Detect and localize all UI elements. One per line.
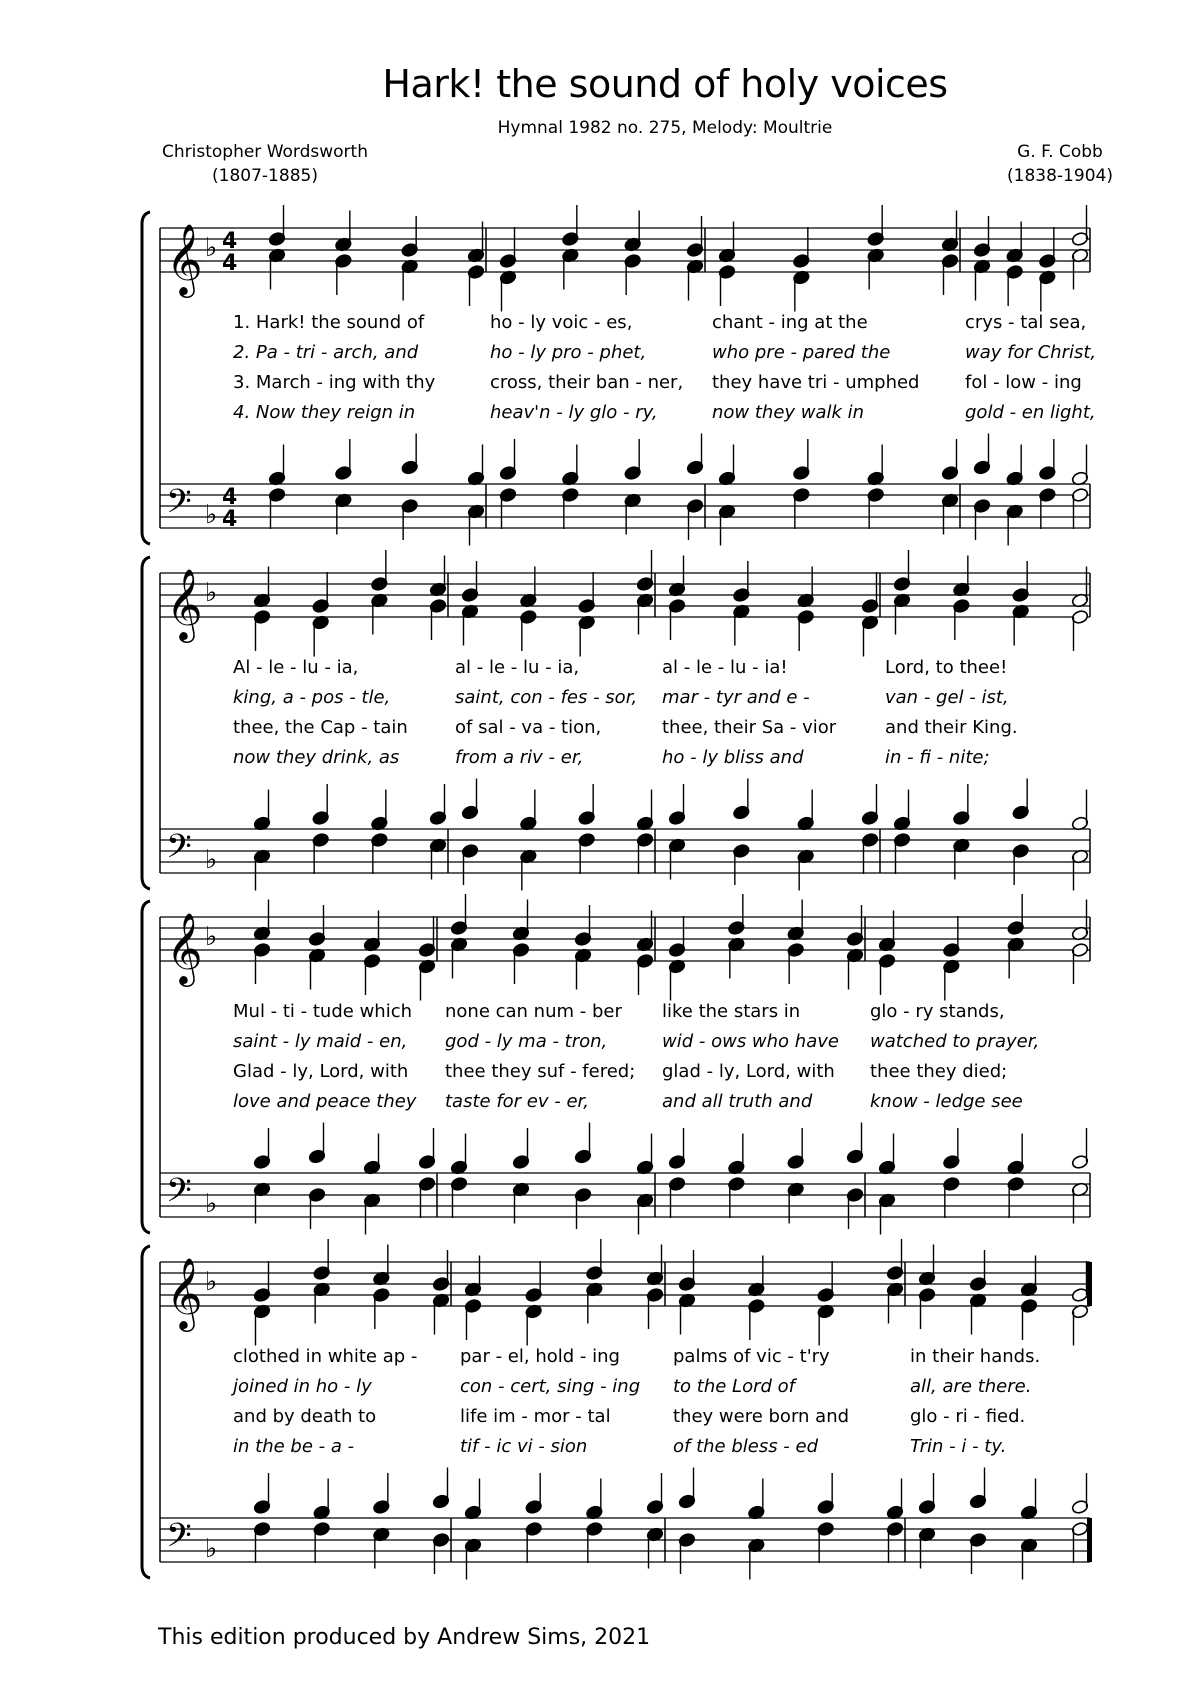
- system-2-verse-3-lyric: of sal - va - tion,: [455, 717, 602, 738]
- system-3-bass-clef: 𝄢: [166, 1172, 192, 1218]
- system-2-verse-3-lyric: and their King.: [885, 717, 1018, 738]
- system-2-verse-4-lyric: now they drink, as: [233, 747, 400, 768]
- composer-name: G. F. Cobb: [1017, 142, 1103, 162]
- system-2-verse-4-lyric: in - fi - nite;: [885, 747, 990, 768]
- system-2-bass-flat: ♭: [205, 845, 218, 875]
- system-1-verse-2-lyric: who pre - pared the: [712, 342, 891, 363]
- system-1-verse-1-lyric: 1. Hark! the sound of: [233, 312, 425, 333]
- system-4-verse-3-lyric: and by death to: [233, 1406, 377, 1427]
- system-2-verse-2-lyric: mar - tyr and e -: [662, 687, 810, 708]
- system-1-bass-clef: 𝄢: [166, 483, 192, 529]
- system-1-verse-4-lyric: now they walk in: [712, 402, 865, 423]
- system-3-brace: [142, 901, 150, 1233]
- system-1-verse-4-lyric: gold - en light,: [965, 402, 1096, 423]
- system-3-verse-1-lyric: glo - ry stands,: [870, 1001, 1005, 1022]
- system-2-verse-1-lyric: al - le - lu - ia,: [455, 657, 580, 678]
- system-4-verse-3-lyric: life im - mor - tal: [460, 1406, 611, 1427]
- system-4-bass-clef: 𝄢: [166, 1517, 192, 1563]
- system-2-verse-3-lyric: thee, their Sa - vior: [662, 717, 837, 738]
- final-barline: [1087, 1518, 1092, 1562]
- system-1-verse-2-lyric: ho - ly pro - phet,: [490, 342, 647, 363]
- hymn-subtitle: Hymnal 1982 no. 275, Melody: Moultrie: [497, 118, 833, 138]
- system-1-verse-3-lyric: cross, their ban - ner,: [490, 372, 684, 393]
- system-3-verse-1-lyric: none can num - ber: [445, 1001, 622, 1022]
- system-1-brace: [142, 212, 150, 544]
- final-barline: [1087, 1262, 1092, 1306]
- system-2-verse-2-lyric: king, a - pos - tle,: [233, 687, 391, 708]
- system-4-verse-4-lyric: of the bless - ed: [673, 1436, 819, 1457]
- author-name: Christopher Wordsworth: [162, 142, 368, 162]
- system-1-verse-3-lyric: fol - low - ing: [965, 372, 1082, 393]
- author-dates: (1807-1885): [212, 166, 318, 186]
- system-3-verse-3-lyric: thee they suf - fered;: [445, 1061, 636, 1082]
- composer-dates: (1838-1904): [1007, 166, 1113, 186]
- system-3-verse-4-lyric: know - ledge see: [870, 1091, 1023, 1112]
- system-3-verse-2-lyric: saint - ly maid - en,: [233, 1031, 408, 1052]
- system-4-treble-clef: 𝄞: [166, 1256, 203, 1329]
- system-4-verse-4-lyric: Trin - i - ty.: [910, 1436, 1007, 1457]
- system-4-brace: [142, 1246, 150, 1578]
- system-4-verse-2-lyric: to the Lord of: [673, 1376, 795, 1397]
- system-4-verse-4-lyric: tif - ic vi - sion: [460, 1436, 588, 1457]
- system-3-verse-4-lyric: love and peace they: [233, 1091, 417, 1112]
- system-3-bass-flat: ♭: [205, 1189, 218, 1219]
- system-1-verse-4-lyric: heav'n - ly glo - ry,: [490, 402, 658, 423]
- system-3-verse-2-lyric: watched to prayer,: [870, 1031, 1040, 1052]
- system-4-treble-flat: ♭: [205, 1267, 218, 1297]
- system-2-verse-4-lyric: from a riv - er,: [455, 747, 584, 768]
- system-3-verse-2-lyric: god - ly ma - tron,: [445, 1031, 608, 1052]
- system-3-treble-clef: 𝄞: [166, 911, 203, 984]
- system-1-verse-1-lyric: ho - ly voic - es,: [490, 312, 633, 333]
- system-1-verse-4-lyric: 4. Now they reign in: [233, 402, 416, 423]
- time-signature-bass: 4: [222, 485, 238, 510]
- system-3-verse-3-lyric: glad - ly, Lord, with: [662, 1061, 835, 1082]
- system-3-verse-3-lyric: Glad - ly, Lord, with: [233, 1061, 409, 1082]
- system-1-verse-2-lyric: way for Christ,: [965, 342, 1097, 363]
- system-4-verse-2-lyric: joined in ho - ly: [233, 1376, 372, 1397]
- system-2-verse-1-lyric: Lord, to thee!: [885, 657, 1008, 678]
- system-4-verse-4-lyric: in the be - a -: [233, 1436, 355, 1457]
- system-3-verse-4-lyric: taste for ev - er,: [445, 1091, 589, 1112]
- time-signature-bass: 4: [222, 507, 238, 532]
- system-1-treble-clef: 𝄞: [166, 222, 203, 295]
- system-2-verse-1-lyric: al - le - lu - ia!: [662, 657, 788, 678]
- system-4-bass-flat: ♭: [205, 1534, 218, 1564]
- system-4-verse-2-lyric: all, are there.: [910, 1376, 1032, 1397]
- system-1-verse-2-lyric: 2. Pa - tri - arch, and: [233, 342, 419, 363]
- system-2-verse-3-lyric: thee, the Cap - tain: [233, 717, 408, 738]
- system-2-verse-2-lyric: saint, con - fes - sor,: [455, 687, 638, 708]
- system-1-verse-1-lyric: chant - ing at the: [712, 312, 868, 333]
- system-2-treble-clef: 𝄞: [166, 567, 203, 640]
- system-3-treble-flat: ♭: [205, 922, 218, 952]
- system-2-verse-4-lyric: ho - ly bliss and: [662, 747, 804, 768]
- system-1-verse-3-lyric: 3. March - ing with thy: [233, 372, 436, 393]
- system-1-verse-1-lyric: crys - tal sea,: [965, 312, 1087, 333]
- system-4-verse-1-lyric: clothed in white ap -: [233, 1346, 418, 1367]
- system-4-verse-2-lyric: con - cert, sing - ing: [460, 1376, 641, 1397]
- system-4-verse-3-lyric: they were born and: [673, 1406, 850, 1427]
- system-2-brace: [142, 557, 150, 889]
- system-1-verse-3-lyric: they have tri - umphed: [712, 372, 920, 393]
- system-1-bass-flat: ♭: [205, 500, 218, 530]
- system-3-verse-4-lyric: and all truth and: [662, 1091, 813, 1112]
- time-signature-treble: 4: [222, 229, 238, 254]
- system-3-verse-2-lyric: wid - ows who have: [662, 1031, 839, 1052]
- system-4-verse-1-lyric: palms of vic - t'ry: [673, 1346, 830, 1367]
- edition-footer: This edition produced by Andrew Sims, 2021: [158, 1625, 651, 1650]
- system-2-verse-1-lyric: Al - le - lu - ia,: [233, 657, 359, 678]
- system-2-bass-clef: 𝄢: [166, 828, 192, 874]
- system-3-verse-3-lyric: thee they died;: [870, 1061, 1008, 1082]
- time-signature-treble: 4: [222, 251, 238, 276]
- system-2-verse-2-lyric: van - gel - ist,: [885, 687, 1009, 708]
- system-4-verse-1-lyric: in their hands.: [910, 1346, 1041, 1367]
- system-2-treble-flat: ♭: [205, 578, 218, 608]
- system-3-verse-1-lyric: like the stars in: [662, 1001, 801, 1022]
- system-1-treble-flat: ♭: [205, 233, 218, 263]
- hymn-title: Hark! the sound of holy voices: [382, 62, 948, 106]
- system-3-verse-1-lyric: Mul - ti - tude which: [233, 1001, 412, 1022]
- system-4-verse-3-lyric: glo - ri - fied.: [910, 1406, 1026, 1427]
- system-4-verse-1-lyric: par - el, hold - ing: [460, 1346, 620, 1367]
